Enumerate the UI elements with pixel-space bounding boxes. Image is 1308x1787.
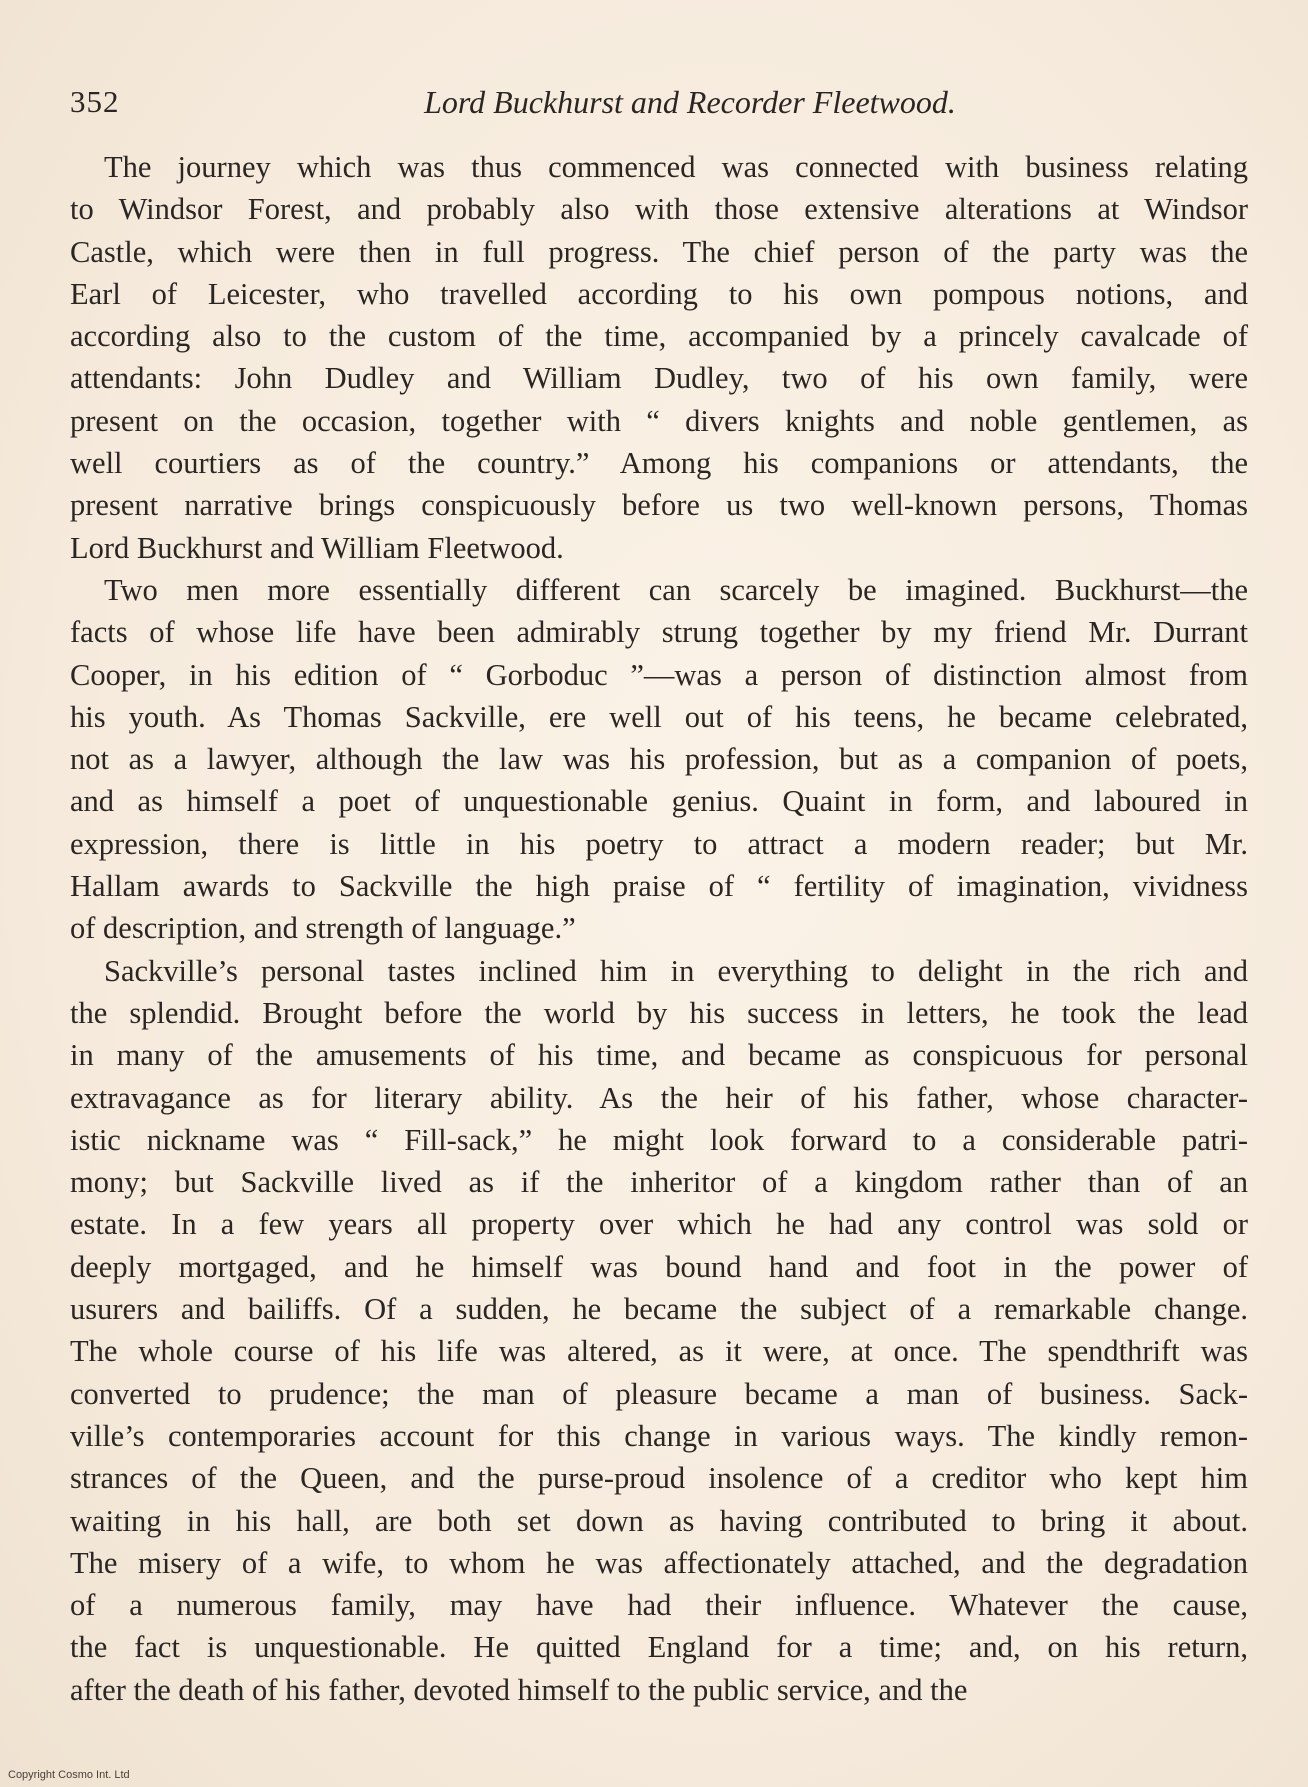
paragraph: [70, 950, 1248, 1711]
text-line: in many of the amusements of his time, and became as conspicuous for personal: [70, 1038, 1248, 1073]
text-line: Earl of Leicester, who travelled according to his own pompous notions, and: [70, 276, 1248, 311]
text-line: Two men more essentially different can scarcely be imagined. Buckhurst—the: [104, 572, 1248, 607]
text-line: facts of whose life have been admirably strung together by my friend Mr. Durrant: [70, 615, 1248, 650]
text-line: istic nickname was “ Fill-sack,” he might look forward to a considerable patri-: [70, 1122, 1248, 1157]
text-line: his youth. As Thomas Sackville, ere well out of his teens, he became celebrated,: [70, 699, 1248, 734]
text-line: extravagance as for literary ability. As the heir of his father, whose character-: [70, 1080, 1248, 1115]
page-number: 352: [70, 84, 120, 119]
text-line: present narrative brings conspicuously before us two well-known persons, Thomas: [70, 488, 1248, 523]
text-line: present on the occasion, together with “ divers knights and noble gentlemen, as: [70, 403, 1248, 438]
text-line: estate. In a few years all property over which he had any control was sold or: [70, 1207, 1248, 1242]
text-line: attendants: John Dudley and William Dudley, two of his own family, were: [70, 361, 1248, 396]
text-line: the splendid. Brought before the world by his success in letters, he took the lead: [70, 995, 1248, 1030]
text-line: usurers and bailiffs. Of a sudden, he became the subject of a remarkable change.: [70, 1292, 1248, 1327]
text-line: of description, and strength of language.”: [70, 911, 576, 946]
text-line: deeply mortgaged, and he himself was bound hand and foot in the power of: [70, 1249, 1248, 1284]
text-line: to Windsor Forest, and probably also with those extensive alterations at Windsor: [70, 192, 1248, 227]
text-line: according also to the custom of the time, accompanied by a princely cavalcade of: [70, 319, 1248, 354]
text-line: the fact is unquestionable. He quitted England for a time; and, on his return,: [70, 1630, 1248, 1665]
paragraph: [70, 146, 1248, 569]
text-line: Castle, which were then in full progress. The chief person of the party was the: [70, 234, 1248, 269]
paragraph: [70, 569, 1248, 950]
text-line: converted to prudence; the man of pleasure became a man of business. Sack-: [70, 1376, 1248, 1411]
text-line: of a numerous family, may have had their influence. Whatever the cause,: [70, 1588, 1248, 1623]
text-line: The journey which was thus commenced was connected with business relating: [104, 150, 1248, 184]
text-line: not as a lawyer, although the law was his profession, but as a companion of poets,: [70, 742, 1248, 777]
text-line: The whole course of his life was altered, as it were, at once. The spendthrift was: [70, 1334, 1248, 1369]
text-line: expression, there is little in his poetry to attract a modern reader; but Mr.: [70, 826, 1248, 861]
text-line: well courtiers as of the country.” Among his companions or attendants, the: [70, 446, 1248, 481]
text-line: ville’s contemporaries account for this change in various ways. The kindly remon-: [70, 1418, 1248, 1453]
text-line: Sackville’s personal tastes inclined him in everything to delight in the rich and: [104, 953, 1248, 988]
text-line: Hallam awards to Sackville the high praise of “ fertility of imagination, vividness: [70, 869, 1248, 904]
text-line: mony; but Sackville lived as if the inheritor of a kingdom rather than of an: [70, 1165, 1248, 1200]
text-line: Cooper, in his edition of “ Gorboduc ”—was a person of distinction almost from: [70, 657, 1248, 692]
text-line: after the death of his father, devoted himself to the public service, and the: [70, 1672, 968, 1707]
body-text: [70, 146, 1248, 1711]
page-header: [70, 78, 1250, 128]
running-title: Lord Buckhurst and Recorder Fleetwood.: [424, 84, 956, 120]
text-line: waiting in his hall, are both set down as having contributed to bring it about.: [70, 1503, 1248, 1538]
text-line: and as himself a poet of unquestionable genius. Quaint in form, and laboured in: [70, 784, 1248, 819]
text-line: Lord Buckhurst and William Fleetwood.: [70, 530, 564, 565]
copyright-notice: Copyright Cosmo Int. Ltd: [8, 1769, 130, 1781]
text-line: strances of the Queen, and the purse-proud insolence of a creditor who kept him: [70, 1461, 1248, 1496]
text-line: The misery of a wife, to whom he was affectionately attached, and the degradation: [70, 1545, 1248, 1580]
